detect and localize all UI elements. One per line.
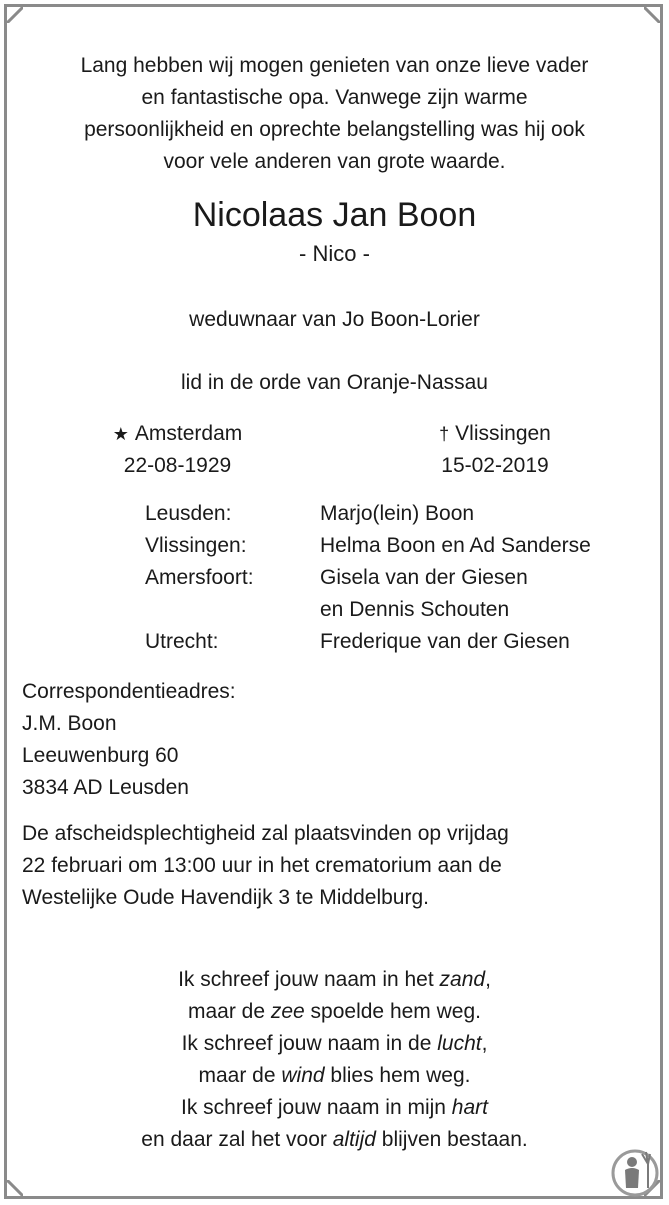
death-date: 15-02-2019 xyxy=(441,454,549,477)
family-names: Helma Boon en Ad Sanderse xyxy=(320,534,591,557)
poem-line: maar de zee spoelde hem weg. xyxy=(187,1000,481,1023)
family-names: Frederique van der Giesen xyxy=(320,630,570,653)
deceased-nickname: - Nico - xyxy=(299,241,370,266)
publisher-logo-icon xyxy=(606,1142,664,1200)
family-names: Marjo(lein) Boon xyxy=(320,502,475,525)
address-label: Correspondentieadres: xyxy=(22,680,236,703)
cross-icon: † xyxy=(439,424,450,444)
family-names: Gisela van der Giesen xyxy=(320,566,528,589)
birth-block xyxy=(90,418,265,481)
family-place: Amersfoort: xyxy=(145,566,254,589)
death-place: Vlissingen xyxy=(455,422,551,445)
family-place: Utrecht: xyxy=(145,630,219,653)
poem-line: en daar zal het voor altijd blijven bestaan. xyxy=(141,1128,528,1151)
poem-line: maar de wind blies hem weg. xyxy=(198,1064,471,1087)
widower-line: weduwnaar van Jo Boon-Lorier xyxy=(189,308,480,331)
birth-date: 22-08-1929 xyxy=(123,454,232,477)
honor-line: lid in de orde van Oranje-Nassau xyxy=(180,371,488,394)
poem xyxy=(0,964,669,1156)
poem-line: Ik schreef jouw naam in mijn hart xyxy=(181,1096,488,1119)
intro-text: Lang hebben wij mogen genieten van onze lieve vader en fantastische opa. Vanwege zijn warme persoonlijkheid en oprechte belangstelling was hij ook voor vele anderen van grote waarde. xyxy=(80,54,589,173)
address-name: J.M. Boon xyxy=(22,712,117,735)
death-block xyxy=(410,418,580,481)
family-place: Vlissingen: xyxy=(145,534,247,557)
corner-ornament-icon xyxy=(7,7,23,23)
corner-ornament-icon xyxy=(7,1180,23,1196)
family-names: en Dennis Schouten xyxy=(320,598,510,621)
birth-place: Amsterdam xyxy=(134,422,243,445)
ceremony-text: De afscheidsplechtigheid zal plaatsvinden op vrijdag 22 februari om 13:00 uur in het crematorium aan de Westelijke Oude Havendijk 3 te Middelburg. xyxy=(22,822,509,909)
family-place: Leusden: xyxy=(145,502,232,525)
poem-line: Ik schreef jouw naam in het zand, xyxy=(178,968,491,991)
address-city: 3834 AD Leusden xyxy=(22,776,189,799)
address-street: Leeuwenburg 60 xyxy=(22,744,179,767)
star-icon: ★ xyxy=(112,424,129,444)
poem-line: Ik schreef jouw naam in de lucht, xyxy=(181,1032,488,1055)
corner-ornament-icon xyxy=(644,7,660,23)
deceased-name: Nicolaas Jan Boon xyxy=(192,196,477,234)
correspondence-address xyxy=(22,676,236,804)
